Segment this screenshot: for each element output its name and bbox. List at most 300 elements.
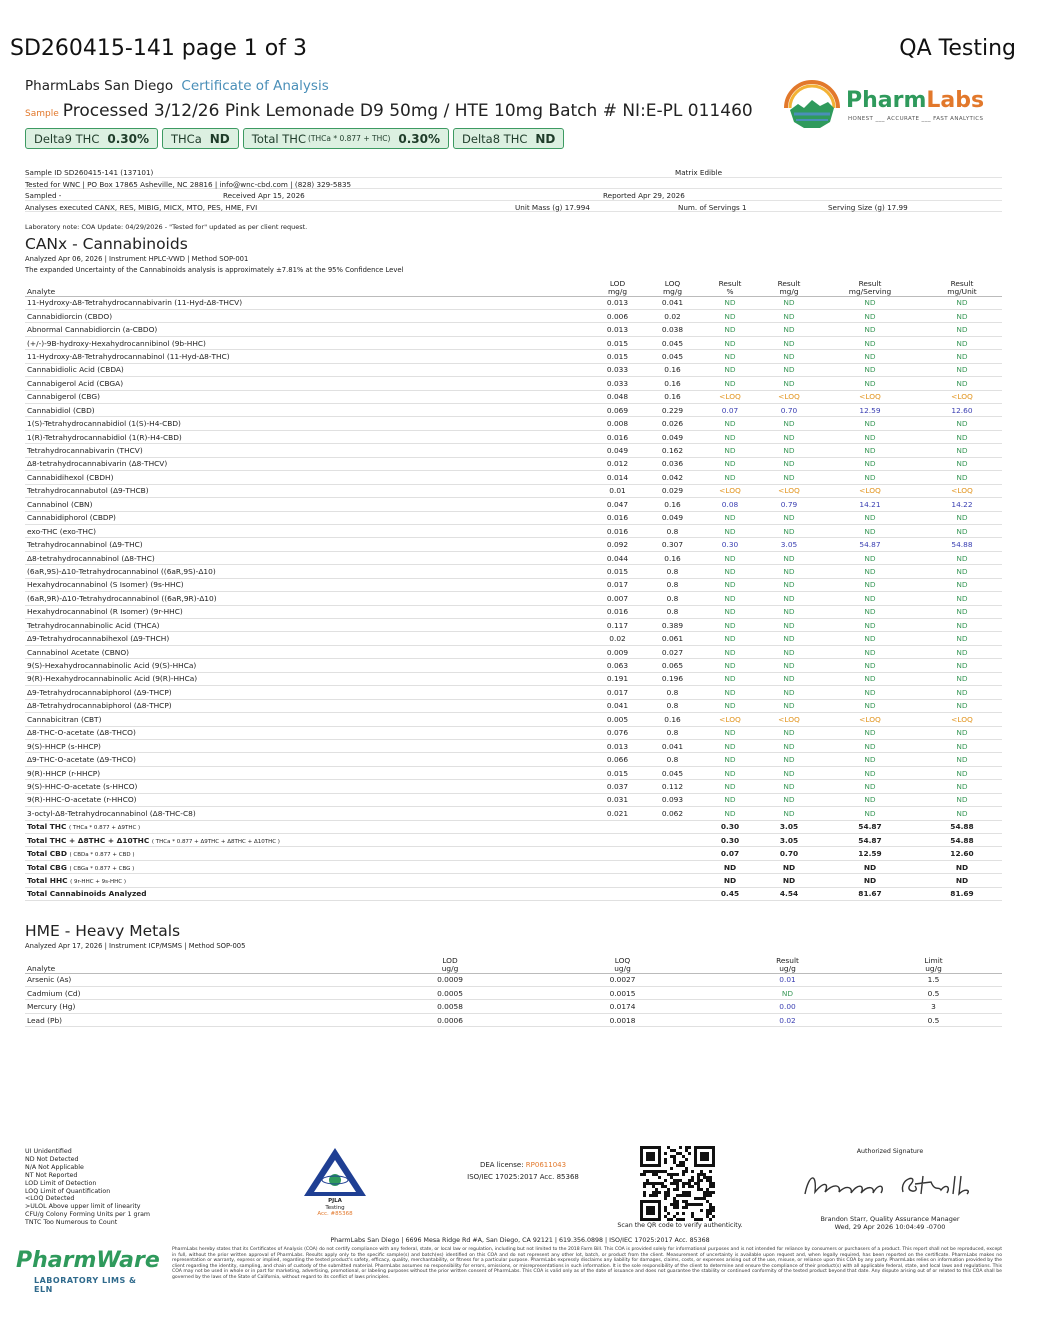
result-cell: ND — [922, 726, 1002, 739]
table-row — [25, 498, 1002, 511]
logo-wordmark — [846, 88, 984, 113]
result-cell: ND — [760, 659, 818, 672]
loq-cell: 0.0174 — [535, 1000, 710, 1013]
analyte-name: Lead (Pb) — [25, 1013, 365, 1026]
result-cell: ND — [700, 336, 760, 349]
total-row — [25, 834, 1002, 847]
total-value: 54.87 — [818, 820, 922, 833]
result-cell: 12.59 — [818, 404, 922, 417]
analyte-name: Δ8-Tetrahydrocannabiphorol (Δ8-THCP) — [25, 699, 590, 712]
total-row — [25, 860, 1002, 873]
loq-cell: 0.049 — [645, 430, 700, 443]
pjla-testing: Testing — [325, 1204, 345, 1211]
table-row — [25, 551, 1002, 564]
signature-name — [790, 1215, 990, 1231]
lod-cell: 0.048 — [590, 390, 645, 403]
total-value: ND — [760, 874, 818, 887]
result-cell: <LOQ — [922, 713, 1002, 726]
lod-cell: 0.012 — [590, 457, 645, 470]
result-cell: <LOQ — [922, 390, 1002, 403]
result-cell: ND — [760, 766, 818, 779]
loq-cell — [645, 874, 700, 887]
result-cell: ND — [700, 323, 760, 336]
loq-cell: 0.065 — [645, 659, 700, 672]
result-cell: ND — [818, 766, 922, 779]
hme-title: HME - Heavy Metals — [25, 922, 181, 940]
pill-delta9 — [25, 128, 158, 149]
result-cell: ND — [700, 296, 760, 309]
result-cell: 54.88 — [922, 538, 1002, 551]
lod-cell: 0.015 — [590, 336, 645, 349]
lod-cell: 0.014 — [590, 471, 645, 484]
result-cell: <LOQ — [760, 390, 818, 403]
column-header: LOQ ug/g — [535, 954, 710, 973]
analyte-name: Δ8-tetrahydrocannabivarin (Δ8-THCV) — [25, 457, 590, 470]
result-cell: ND — [922, 699, 1002, 712]
lod-cell: 0.013 — [590, 323, 645, 336]
table-row — [25, 766, 1002, 779]
result-cell: ND — [760, 699, 818, 712]
lod-cell: 0.033 — [590, 377, 645, 390]
total-value: 54.88 — [922, 820, 1002, 833]
analyte-name: 1(S)-Tetrahydrocannabidiol (1(S)-H4-CBD) — [25, 417, 590, 430]
total-value: 54.87 — [818, 834, 922, 847]
pill-total-thc — [243, 128, 449, 149]
loq-cell: 0.027 — [645, 645, 700, 658]
table-row — [25, 713, 1002, 726]
table-row — [25, 524, 1002, 537]
result-cell: ND — [700, 793, 760, 806]
loq-cell: 0.036 — [645, 457, 700, 470]
loq-cell: 0.229 — [645, 404, 700, 417]
table-row — [25, 793, 1002, 806]
result-cell: ND — [760, 309, 818, 322]
result-cell: ND — [922, 296, 1002, 309]
total-value: 81.69 — [922, 887, 1002, 900]
result-cell: ND — [700, 457, 760, 470]
lod-cell: 0.015 — [590, 565, 645, 578]
lod-cell: 0.076 — [590, 726, 645, 739]
legal-disclaimer: PharmLabs hereby states that its Certificates of Analysis (COA) do not certify compliance with any federal, state, or local law or regulation, including but not limited to the 2018 Farm Bill. This COA is provided solely for informational purposes and is not intended for reliance by consumers or purchasers of a product. This report shall not be reproduced, except in full, without the prior written approval of PharmLabs. Results apply only to the specific sample(s) and batch(es) identified on this COA and do not represent any other lot, batch, or product from the client. Measurement of uncertainty is available upon request and, when legally required, has been reported on the certificate. PharmLabs makes no representation or warranty, express or implied, regarding the tested product's safety, efficacy, quality, merchantability, or fitness for a particular purpose. PharmLabs expressly disclaims any liability for damages, claims, costs, or expenses arising out of the use, misuse, or reliance upon this COA by any party. PharmLabs relies on information provided by the client regarding the identity, sampling, and chain of custody of the submitted material. PharmLabs assumes no responsibility for errors, omissions, or misrepresentations in such information. It is the sole responsibility of the client to determine and ensure the compliance of their product(s) with all applicable federal, state, and local laws and regulations. This COA may not be used in whole or in part for marketing, advertising, promotional, or labeling purposes without the prior written consent of PharmLabs. This COA is valid only as of the date of issuance and does not guarantee the stability or continued conformity of the tested product beyond that date. Any dispute arising out of or related to this COA shall be governed by the laws of the State of California, without regard to its conflict of laws principles. — [172, 1247, 1002, 1280]
result-cell: ND — [700, 780, 760, 793]
analyte-name: exo-THC (exo-THC) — [25, 524, 590, 537]
lod-cell: 0.013 — [590, 296, 645, 309]
table-row — [25, 296, 1002, 309]
loq-cell: 0.8 — [645, 699, 700, 712]
lod-cell: 0.01 — [590, 484, 645, 497]
total-label: Total Cannabinoids Analyzed — [25, 887, 590, 900]
result-cell: ND — [760, 672, 818, 685]
result-cell: ND — [922, 619, 1002, 632]
loq-cell: 0.16 — [645, 498, 700, 511]
result-cell: ND — [818, 511, 922, 524]
result-cell: ND — [700, 551, 760, 564]
top-bar — [10, 36, 1016, 66]
result-cell: ND — [818, 444, 922, 457]
total-value: ND — [700, 860, 760, 873]
sample-meta — [25, 166, 1002, 212]
result-cell: ND — [760, 551, 818, 564]
result-cell: ND — [700, 377, 760, 390]
result-cell: ND — [818, 605, 922, 618]
lod-cell — [590, 834, 645, 847]
result-cell: ND — [700, 430, 760, 443]
lab-note: Laboratory note: COA Update: 04/29/2026 - "Tested for" updated as per client request. — [25, 223, 308, 231]
column-header: LOQ mg/g — [645, 277, 700, 296]
loq-cell — [645, 887, 700, 900]
total-value: ND — [700, 874, 760, 887]
result-cell: ND — [818, 336, 922, 349]
legend-item: N/A Not Applicable — [25, 1163, 84, 1171]
loq-cell: 0.16 — [645, 551, 700, 564]
table-row — [25, 511, 1002, 524]
meta-row — [25, 166, 1002, 178]
serving-size: Serving Size (g) 17.99 — [828, 202, 908, 212]
table-row — [25, 457, 1002, 470]
sample-tag: Sample — [25, 109, 59, 119]
loq-cell: 0.8 — [645, 726, 700, 739]
analyte-name: (+/-)-9B-hydroxy-Hexahydrocannibinol (9b-HHC) — [25, 336, 590, 349]
legend-item: >ULOL Above upper limit of linearity — [25, 1203, 141, 1211]
result-cell: ND — [818, 551, 922, 564]
meta-row — [25, 189, 1002, 201]
table-row — [25, 350, 1002, 363]
hme-analyzed: Analyzed Apr 17, 2026 | Instrument ICP/MSMS | Method SOP-005 — [25, 942, 246, 950]
logo-pharm: Pharm — [846, 88, 927, 113]
sample-title: Processed 3/12/26 Pink Lemonade D9 50mg / HTE 10mg Batch # NI:E-PL 011460 — [62, 101, 753, 121]
analyte-name: Cannabicitran (CBT) — [25, 713, 590, 726]
result-cell: ND — [818, 363, 922, 376]
legend-item: ND Not Detected — [25, 1155, 79, 1163]
table-row — [25, 686, 1002, 699]
result-cell: ND — [818, 739, 922, 752]
lod-cell: 0.016 — [590, 511, 645, 524]
loq-cell: 0.8 — [645, 592, 700, 605]
total-value: 4.54 — [760, 887, 818, 900]
heavy-metals-table — [25, 954, 1002, 1027]
result-cell: <LOQ — [818, 713, 922, 726]
column-header: Result ug/g — [710, 954, 865, 973]
result-cell: ND — [700, 619, 760, 632]
limit-cell: 1.5 — [865, 973, 1002, 986]
result-cell: ND — [922, 565, 1002, 578]
loq-cell: 0.162 — [645, 444, 700, 457]
total-value: 3.05 — [760, 820, 818, 833]
analyte-name: Cannabidiolic Acid (CBDA) — [25, 363, 590, 376]
result-cell: ND — [922, 739, 1002, 752]
lod-cell: 0.044 — [590, 551, 645, 564]
result-cell: 0.00 — [710, 1000, 865, 1013]
limit-cell: 3 — [865, 1000, 1002, 1013]
total-value: ND — [922, 860, 1002, 873]
result-cell: ND — [700, 753, 760, 766]
result-cell: ND — [760, 524, 818, 537]
loq-cell: 0.026 — [645, 417, 700, 430]
result-cell: ND — [922, 417, 1002, 430]
result-cell: ND — [818, 323, 922, 336]
result-cell: ND — [700, 739, 760, 752]
result-cell: ND — [760, 807, 818, 820]
column-header: Result mg/Serving — [818, 277, 922, 296]
canx-analyzed: Analyzed Apr 06, 2026 | Instrument HPLC-VWD | Method SOP-001 — [25, 255, 249, 263]
legend-item: <LOQ Detected — [25, 1195, 75, 1203]
analyte-name: 9(R)-HHC-O-acetate (r-HHCO) — [25, 793, 590, 806]
lod-cell: 0.0058 — [365, 1000, 535, 1013]
analyte-name: Cannabigerol Acid (CBGA) — [25, 377, 590, 390]
result-cell: ND — [922, 578, 1002, 591]
lab-address: PharmLabs San Diego | 6696 Mesa Ridge Rd #A, San Diego, CA 92121 | 619.356.0898 | ISO/IEC 17025:2017 Acc. 85368 — [330, 1237, 710, 1244]
pharmware-logo — [16, 1248, 160, 1294]
limit-cell: 0.5 — [865, 1013, 1002, 1026]
total-value: 0.30 — [700, 820, 760, 833]
lod-cell: 0.041 — [590, 699, 645, 712]
page-title: SD260415-141 page 1 of 3 — [10, 36, 307, 61]
total-label: Total THC + Δ8THC + Δ10THC ( THCa * 0.877 + Δ9THC + Δ8THC + Δ10THC ) — [25, 834, 590, 847]
pjla-acc: Acc. #85368 — [317, 1211, 353, 1217]
analyte-name: 1(R)-Tetrahydrocannabidiol (1(R)-H4-CBD) — [25, 430, 590, 443]
result-cell: ND — [700, 672, 760, 685]
result-cell: ND — [818, 793, 922, 806]
loq-cell: 0.8 — [645, 565, 700, 578]
lod-cell: 0.008 — [590, 417, 645, 430]
lod-cell: 0.0006 — [365, 1013, 535, 1026]
column-header: Result % — [700, 277, 760, 296]
total-value: 3.05 — [760, 834, 818, 847]
total-value: ND — [760, 860, 818, 873]
lod-cell: 0.117 — [590, 619, 645, 632]
coa-label: Certificate of Analysis — [181, 78, 329, 94]
iso-accreditation: ISO/IEC 17025:2017 Acc. 85368 — [467, 1173, 579, 1181]
analyte-name: Cannabidiol (CBD) — [25, 404, 590, 417]
analyte-name: Tetrahydrocannabinolic Acid (THCA) — [25, 619, 590, 632]
result-cell: ND — [700, 471, 760, 484]
loq-cell: 0.112 — [645, 780, 700, 793]
table-row — [25, 323, 1002, 336]
result-cell: ND — [760, 350, 818, 363]
loq-cell: 0.041 — [645, 296, 700, 309]
result-cell: ND — [700, 686, 760, 699]
result-cell: ND — [760, 565, 818, 578]
loq-cell: 0.16 — [645, 713, 700, 726]
result-cell: ND — [818, 592, 922, 605]
lod-cell: 0.016 — [590, 430, 645, 443]
total-row — [25, 820, 1002, 833]
result-cell: ND — [818, 457, 922, 470]
qr-caption: Scan the QR code to verify authenticity. — [617, 1222, 743, 1229]
result-cell: ND — [922, 323, 1002, 336]
result-cell: ND — [700, 309, 760, 322]
loq-cell: 0.038 — [645, 323, 700, 336]
table-row — [25, 1000, 1002, 1013]
table-row — [25, 417, 1002, 430]
loq-cell: 0.02 — [645, 309, 700, 322]
pill-delta8 — [453, 128, 564, 149]
table-row — [25, 430, 1002, 443]
analyte-name: Tetrahydrocannabivarin (THCV) — [25, 444, 590, 457]
result-cell: ND — [922, 753, 1002, 766]
analyte-name: Mercury (Hg) — [25, 1000, 365, 1013]
result-cell: ND — [922, 309, 1002, 322]
result-cell: ND — [922, 672, 1002, 685]
lod-cell: 0.031 — [590, 793, 645, 806]
legend-item: NT Not Reported — [25, 1171, 78, 1179]
result-cell: 0.07 — [700, 404, 760, 417]
sampled: Sampled - — [25, 191, 62, 200]
total-value: 0.70 — [760, 847, 818, 860]
total-value: ND — [818, 874, 922, 887]
result-cell: ND — [922, 363, 1002, 376]
table-row — [25, 645, 1002, 658]
pharmlabs-emblem-icon — [780, 78, 844, 132]
result-cell: ND — [922, 457, 1002, 470]
loq-cell: 0.045 — [645, 350, 700, 363]
lod-cell: 0.069 — [590, 404, 645, 417]
table-row — [25, 726, 1002, 739]
analyte-name: Δ9-Tetrahydrocannabiphorol (Δ9-THCP) — [25, 686, 590, 699]
analyte-name: Cannabidiphorol (CBDP) — [25, 511, 590, 524]
result-cell: ND — [818, 753, 922, 766]
loq-cell: 0.8 — [645, 753, 700, 766]
column-header: Analyte — [25, 954, 365, 973]
result-cell: 0.30 — [700, 538, 760, 551]
loq-cell: 0.16 — [645, 363, 700, 376]
result-cell: ND — [700, 578, 760, 591]
analyte-name: Cannabidihexol (CBDH) — [25, 471, 590, 484]
result-cell: ND — [760, 323, 818, 336]
table-row — [25, 592, 1002, 605]
dea-number: RP0611043 — [525, 1161, 567, 1169]
handwritten-signature — [795, 1162, 985, 1207]
result-cell: <LOQ — [818, 484, 922, 497]
result-cell: <LOQ — [760, 484, 818, 497]
canx-title: CANx - Cannabinoids — [25, 235, 188, 253]
result-cell: ND — [760, 632, 818, 645]
result-cell: ND — [922, 444, 1002, 457]
analyte-name: 11-Hydroxy-Δ8-Tetrahydrocannabinol (11-Hyd-Δ8-THC) — [25, 350, 590, 363]
result-cell: ND — [700, 645, 760, 658]
logo-tagline: HONEST ___ ACCURATE ___ FAST ANALYTICS — [848, 116, 984, 122]
qr-code-icon[interactable] — [640, 1146, 715, 1221]
result-cell: <LOQ — [818, 390, 922, 403]
result-cell: 0.02 — [710, 1013, 865, 1026]
lod-cell: 0.092 — [590, 538, 645, 551]
pill-thca — [162, 128, 239, 149]
total-label: Total CBD ( CBDa * 0.877 + CBD ) — [25, 847, 590, 860]
result-cell: ND — [760, 471, 818, 484]
lod-cell: 0.033 — [590, 363, 645, 376]
table-row — [25, 309, 1002, 322]
lod-cell: 0.02 — [590, 632, 645, 645]
result-cell: ND — [922, 592, 1002, 605]
table-row — [25, 578, 1002, 591]
matrix: Matrix Edible — [675, 168, 722, 177]
result-cell: ND — [818, 645, 922, 658]
result-cell: ND — [760, 578, 818, 591]
lod-cell: 0.037 — [590, 780, 645, 793]
result-cell: ND — [818, 686, 922, 699]
result-cell: ND — [922, 350, 1002, 363]
pharmlabs-logo — [780, 78, 1010, 132]
table-row — [25, 363, 1002, 376]
loq-cell: 0.061 — [645, 632, 700, 645]
result-cell: ND — [760, 336, 818, 349]
result-cell: ND — [700, 417, 760, 430]
pill-label: Total THC — [251, 131, 306, 146]
result-cell: ND — [760, 592, 818, 605]
result-cell: <LOQ — [700, 390, 760, 403]
lod-cell: 0.0009 — [365, 973, 535, 986]
dea-line — [458, 1159, 588, 1171]
result-cell: ND — [700, 605, 760, 618]
result-cell: ND — [922, 551, 1002, 564]
result-cell: ND — [922, 605, 1002, 618]
analyte-name: 9(S)-HHCP (s-HHCP) — [25, 739, 590, 752]
result-cell: ND — [922, 377, 1002, 390]
lod-cell: 0.016 — [590, 605, 645, 618]
analyte-name: Δ9-Tetrahydrocannabihexol (Δ9-THCH) — [25, 632, 590, 645]
result-cell: <LOQ — [922, 484, 1002, 497]
table-row — [25, 390, 1002, 403]
unit-mass: Unit Mass (g) 17.994 — [515, 202, 590, 212]
result-cell: ND — [700, 766, 760, 779]
result-cell: ND — [922, 471, 1002, 484]
analyte-name: Tetrahydrocannabutol (Δ9-THCB) — [25, 484, 590, 497]
table-row — [25, 986, 1002, 999]
result-cell: ND — [700, 524, 760, 537]
pill-label: Delta8 THC — [462, 131, 528, 146]
result-cell: ND — [700, 632, 760, 645]
analyte-name: (6aR,9R)-Δ10-Tetrahydrocannabinol ((6aR,9R)-Δ10) — [25, 592, 590, 605]
result-cell: 54.87 — [818, 538, 922, 551]
pill-value: ND — [209, 131, 230, 146]
table-row — [25, 471, 1002, 484]
qa-label: QA Testing — [899, 36, 1016, 61]
result-cell: ND — [922, 793, 1002, 806]
table-row — [25, 807, 1002, 820]
table-row — [25, 973, 1002, 986]
loq-cell: 0.8 — [645, 524, 700, 537]
column-header: Result mg/Unit — [922, 277, 1002, 296]
result-cell: 0.01 — [710, 973, 865, 986]
analyte-name: Cadmium (Cd) — [25, 986, 365, 999]
lod-cell: 0.009 — [590, 645, 645, 658]
lod-cell: 0.007 — [590, 592, 645, 605]
total-value: ND — [922, 874, 1002, 887]
result-cell: ND — [818, 565, 922, 578]
legend-item: CFU/g Colony Forming Units per 1 gram — [25, 1211, 151, 1219]
lod-cell — [590, 847, 645, 860]
lod-cell: 0.017 — [590, 578, 645, 591]
result-cell: ND — [922, 524, 1002, 537]
pjla-label — [300, 1198, 370, 1218]
result-cell: ND — [922, 659, 1002, 672]
sample-line — [25, 101, 753, 121]
result-cell: ND — [922, 430, 1002, 443]
lod-cell: 0.066 — [590, 753, 645, 766]
result-cell: ND — [818, 524, 922, 537]
total-value: 0.30 — [700, 834, 760, 847]
analyte-name: 9(R)-HHCP (r-HHCP) — [25, 766, 590, 779]
result-cell: <LOQ — [700, 484, 760, 497]
analyte-name: 9(R)-Hexahydrocannabinolic Acid (9(R)-HHCa) — [25, 672, 590, 685]
total-row — [25, 887, 1002, 900]
loq-cell: 0.16 — [645, 390, 700, 403]
result-cell: ND — [818, 430, 922, 443]
result-cell: ND — [760, 377, 818, 390]
sample-id: Sample ID SD260415-141 (137101) — [25, 168, 154, 177]
result-cell: ND — [922, 511, 1002, 524]
pharmware-wordmark: PharmWare — [16, 1248, 160, 1273]
